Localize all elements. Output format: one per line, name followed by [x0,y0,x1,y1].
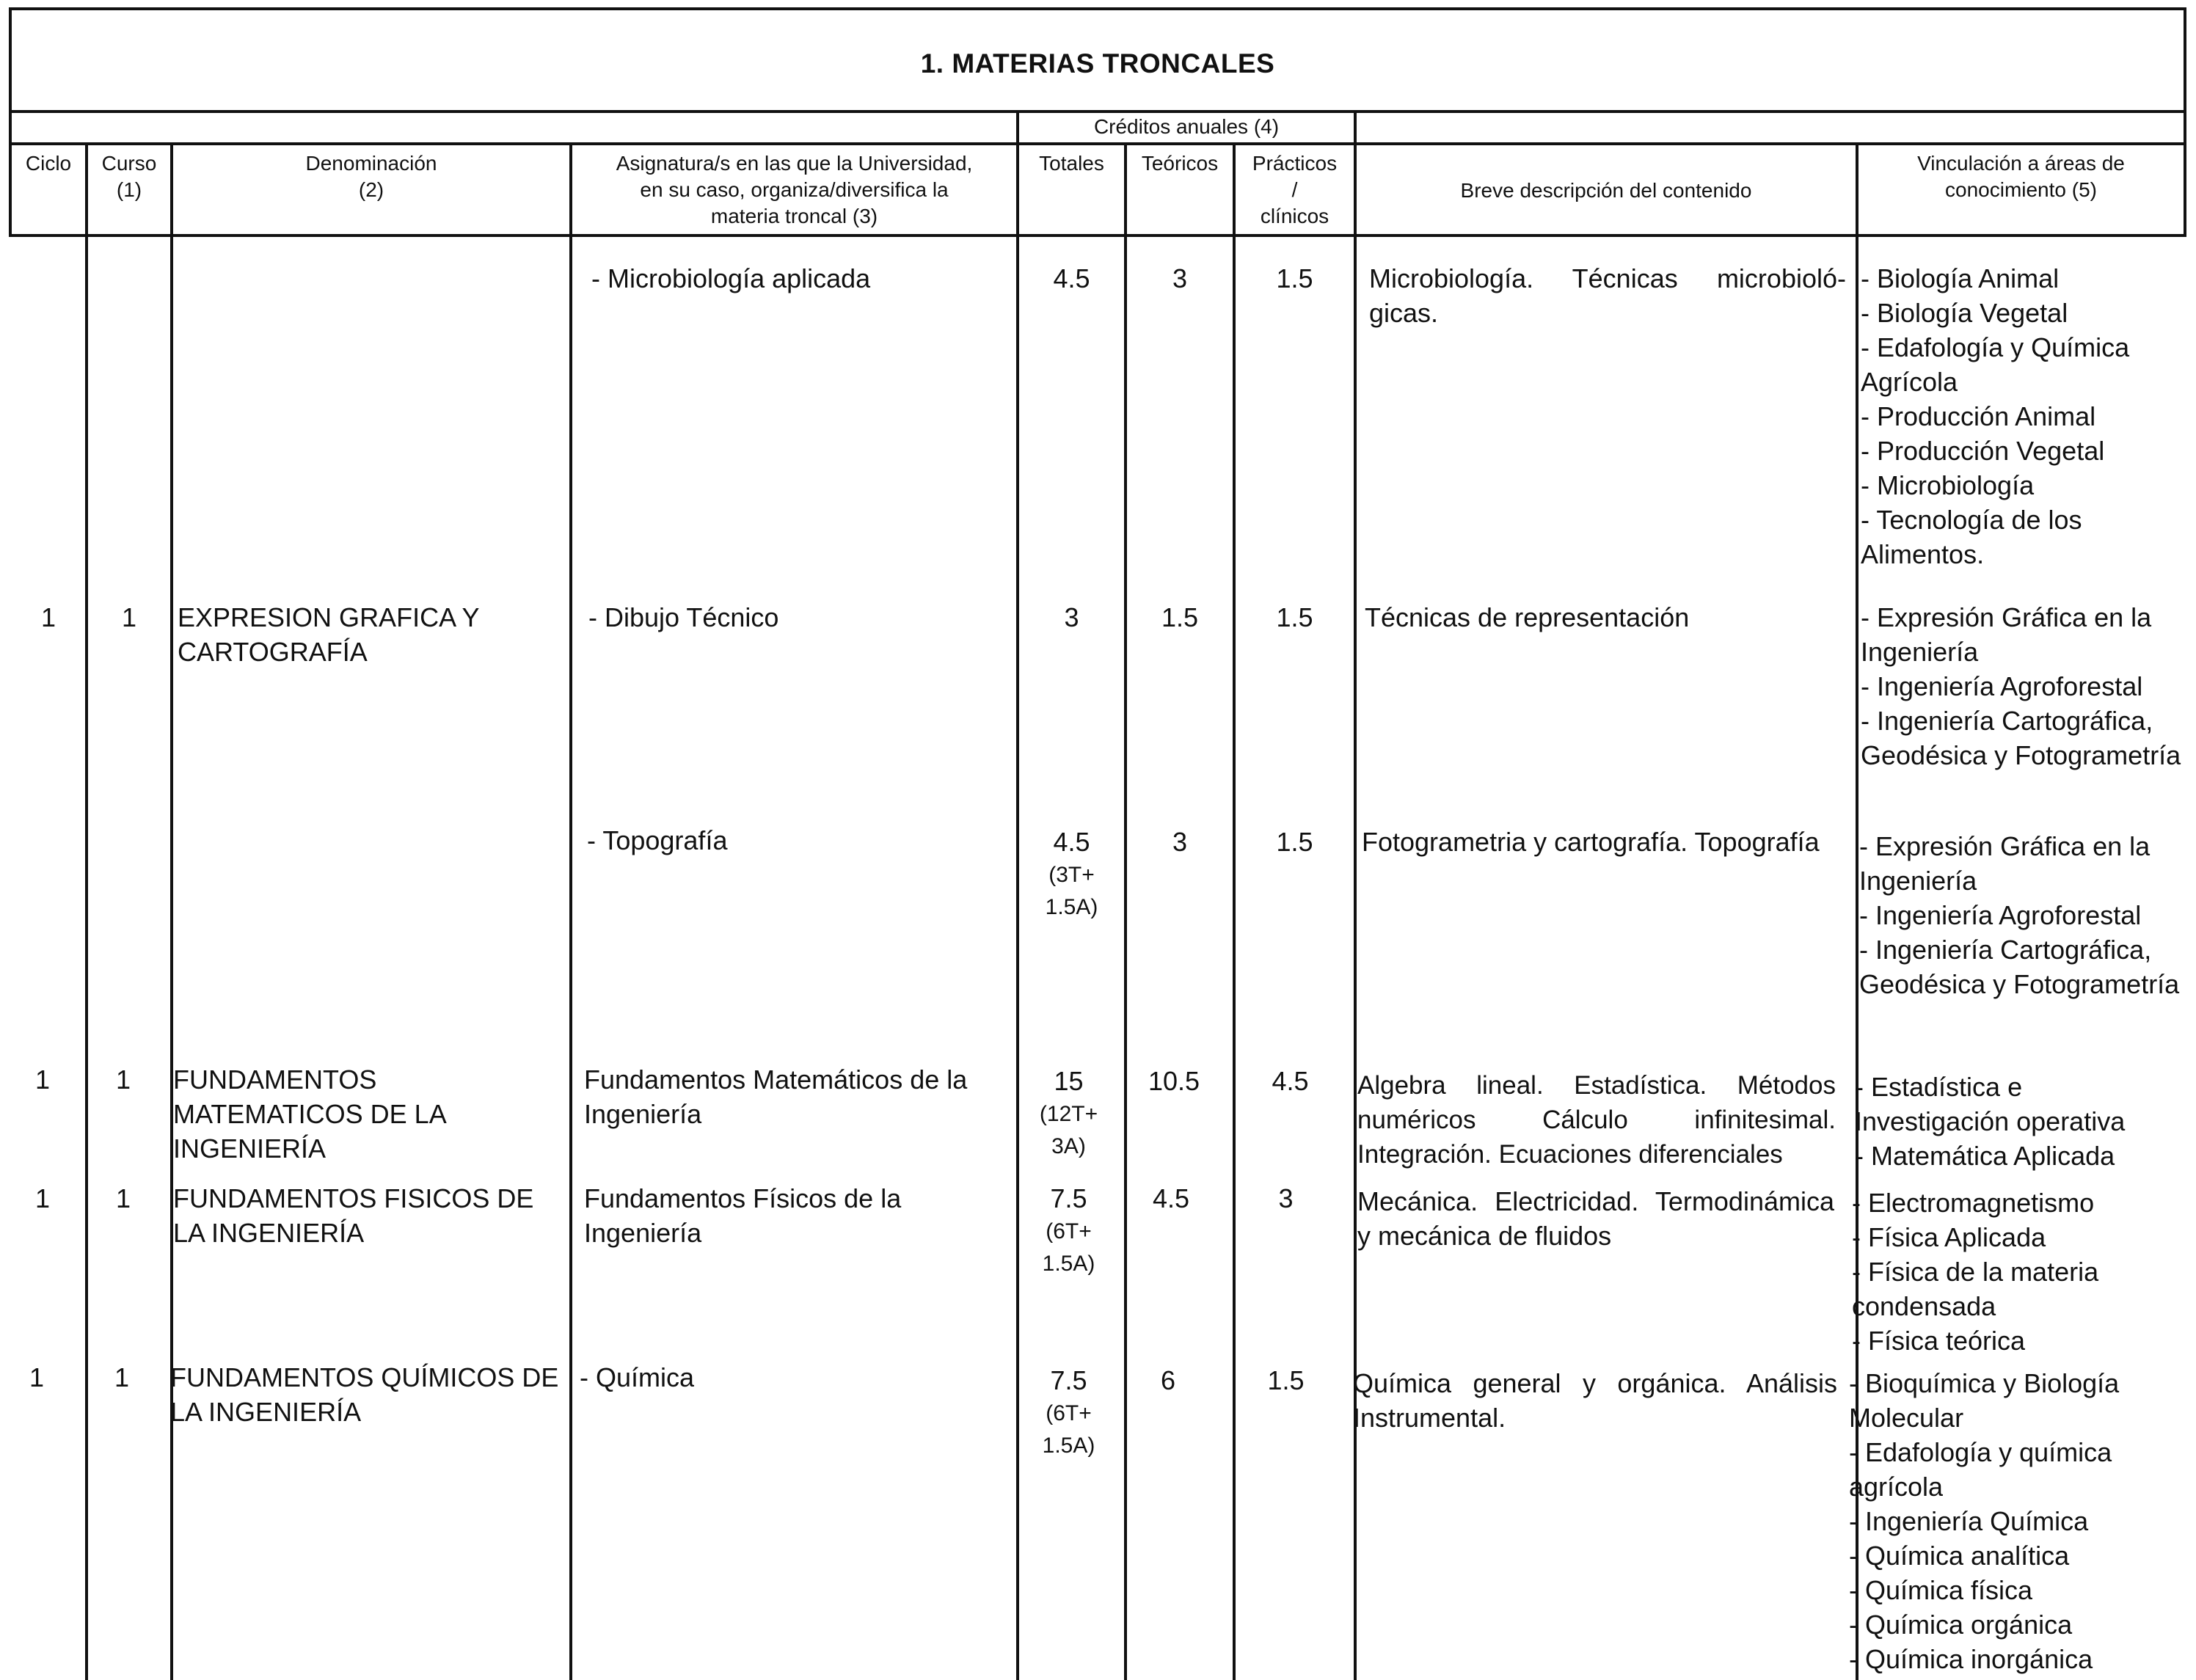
header-asignaturas: Asignatura/s en las que la Universidad, en su caso, organiza/diversifica la materia troncal (3) [616,152,973,227]
list-item: - Producción Animal [1861,401,2096,431]
header-practicos: Prácticos / clínicos [1252,152,1338,227]
practicos-cell: 3 [1278,1183,1294,1213]
teoricos-cell: 6 [1160,1365,1176,1395]
descripcion-cell: Química general y orgánica. Análisis Instrumental. [1353,1368,1837,1433]
title-box [9,7,2186,113]
curso-cell: 1 [115,1064,131,1095]
col-sep-ciclo [85,142,88,1680]
teoricos-cell: 4.5 [1152,1183,1190,1213]
col-sep-teoricos [1233,142,1236,1680]
descripcion-cell: Microbiología. Técnicas microbioló-gicas. [1369,263,1846,328]
header-teoricos: Teóricos [1141,152,1219,175]
denominacion-cell: FUNDAMENTOS FISICOS DE LA INGENIERÍA [173,1183,534,1248]
list-item: - Biología Animal [1861,263,2060,293]
practicos-cell: 1.5 [1276,827,1313,857]
areas-list [1849,1366,2181,1676]
denominacion-cell: FUNDAMENTOS MATEMATICOS DE LA INGENIERÍA [173,1064,445,1164]
practicos-cell: 1.5 [1267,1365,1305,1395]
list-item: - Electromagnetismo [1852,1188,2095,1218]
list-item: - Ingeniería Agroforestal [1859,900,2142,930]
page-title: 1. MATERIAS TRONCALES [920,48,1275,78]
teoricos-cell: 10.5 [1148,1066,1200,1096]
list-item: - Ingeniería Química [1849,1506,2089,1536]
areas-list [1859,829,2181,1001]
teoricos-cell: 3 [1172,263,1188,293]
list-item: - Biología Vegetal [1861,298,2068,328]
list-item: - Microbiología [1861,470,2035,500]
areas-list [1861,261,2181,571]
list-item: - Química inorgánica [1849,1644,2093,1674]
descripcion-cell: Mecánica. Electricidad. Termodinámica y mecánica de fluidos [1357,1186,1834,1251]
ciclo-cell: 1 [40,602,56,632]
ciclo-cell: 1 [34,1064,51,1095]
col-sep-practicos [1354,110,1357,1680]
totales-cell: 15 (12T+ 3A) [1039,1066,1098,1158]
totales-cell: 7.5 (6T+ 1.5A) [1042,1183,1095,1276]
list-item: - Producción Vegetal [1861,436,2105,466]
areas-list [1861,600,2181,773]
asignatura-cell: Fundamentos Físicos de la Ingeniería [584,1183,902,1248]
rule-below-title [9,110,2186,113]
asignatura-cell: Fundamentos Matemáticos de la Ingeniería [584,1064,968,1129]
asignatura-cell: - Dibujo Técnico [588,602,779,632]
curso-cell: 1 [121,602,137,632]
list-item: - Física Aplicada [1852,1222,2046,1252]
col-sep-curso [170,142,173,1680]
totales-cell: 7.5 (6T+ 1.5A) [1042,1365,1095,1458]
asignatura-cell: - Microbiología aplicada [591,263,871,293]
list-item: - Ingeniería Cartográfica, Geodésica y Fotogrametría [1861,706,2181,770]
practicos-cell: 1.5 [1276,263,1313,293]
descripcion-cell: Fotogrametria y cartografía. Topografía [1362,827,1820,857]
curso-cell: 1 [115,1183,131,1213]
list-item: - Expresión Gráfica en la Ingeniería [1859,831,2151,896]
col-sep-denominacion [569,142,572,1680]
list-item: - Ingeniería Agroforestal [1861,671,2143,701]
rule-below-group-header [9,142,2186,145]
header-ciclo: Ciclo [25,152,72,175]
header-creditos-group: Créditos anuales (4) [1093,115,1280,138]
ciclo-cell: 1 [29,1362,45,1392]
list-item: - Tecnología de los Alimentos. [1861,505,2082,569]
header-descripcion: Breve descripción del contenido [1460,179,1752,202]
denominacion-cell: EXPRESION GRAFICA Y CARTOGRAFÍA [178,602,479,667]
list-item: - Física teórica [1852,1326,2026,1356]
header-curso: Curso (1) [101,152,157,201]
descripcion-cell: Técnicas de representación [1365,602,1690,632]
denominacion-cell: FUNDAMENTOS QUÍMICOS DE LA INGENIERÍA [170,1362,559,1427]
header-totales: Totales [1039,152,1104,175]
list-item: - Química analítica [1849,1541,2070,1571]
col-border-right [2184,110,2186,235]
practicos-cell: 4.5 [1272,1066,1309,1096]
list-item: - Química orgánica [1849,1610,2073,1640]
col-sep-totales [1124,142,1127,1680]
asignatura-cell: - Topografía [587,825,728,855]
totales-cell: 3 [1064,602,1079,632]
teoricos-cell: 3 [1172,827,1188,857]
rule-below-header [9,234,2186,237]
list-item: - Matemática Aplicada [1855,1141,2115,1171]
list-item: - Física de la materia condensada [1852,1257,2099,1321]
curso-cell: 1 [114,1362,130,1392]
list-item: - Estadística e Investigación operativa [1855,1072,2126,1136]
list-item: - Edafología y química agrícola [1849,1437,2112,1502]
ciclo-cell: 1 [34,1183,51,1213]
areas-list [1852,1186,2181,1358]
teoricos-cell: 1.5 [1161,602,1199,632]
totales-cell: 4.5 (3T+ 1.5A) [1045,827,1098,919]
list-item: - Bioquímica y Biología Molecular [1849,1368,2120,1433]
descripcion-cell: Algebra lineal. Estadística. Métodos numéricos Cálculo infinitesimal. Integración. Ecuaciones diferenciales [1357,1071,1836,1169]
header-denominacion: Denominación (2) [305,152,437,201]
header-vinculacion: Vinculación a áreas de conocimiento (5) [1917,152,2125,201]
totales-cell: 4.5 [1053,263,1090,293]
areas-list [1855,1070,2181,1173]
asignatura-cell: - Química [580,1362,695,1392]
list-item: - Química física [1849,1575,2033,1605]
list-item: - Expresión Gráfica en la Ingeniería [1861,602,2152,667]
list-item: - Ingeniería Cartográfica, Geodésica y Fotogrametría [1859,935,2180,999]
list-item: - Edafología y Química Agrícola [1861,332,2130,397]
practicos-cell: 1.5 [1276,602,1313,632]
